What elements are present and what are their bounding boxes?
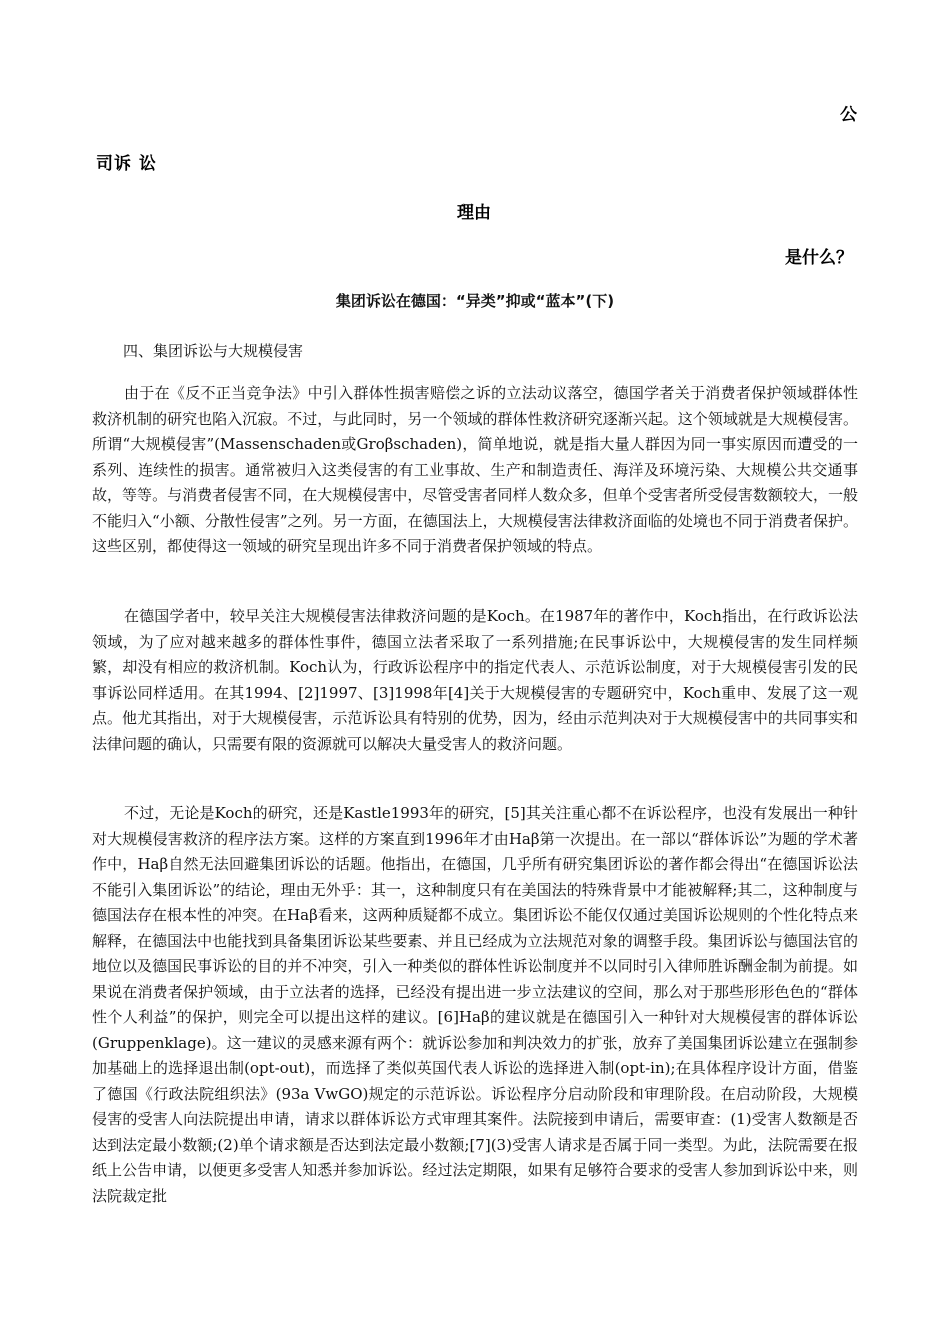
header-fragment-gong: 公 <box>840 105 857 125</box>
section-heading: 四、集团诉讼与大规模侵害 <box>123 342 304 360</box>
paragraph-2: 在德国学者中，较早关注大规模侵害法律救济问题的是Koch。在1987年的著作中，Koch指出，在行政诉讼法领域，为了应对越来越多的群体性事件，德国立法者采取了一系列措施;在民事诉讼中，大规模侵害的发生同样频繁，却没有相应的救济机制。Koch认为，行政诉讼程序中的指定代表人、示范诉讼制度，对于大规模侵害引发的民事诉讼同样适用。在其1994、[2]1997、[3]1998年[4]关于大规模侵害的专题研究中，Koch重申、发展了这一观点。他尤其指出，对于大规模侵害，示范诉讼具有特别的优势，因为，经由示范判决对于大规模侵害中的共同事实和法律问题的确认，只需要有限的资源就可以解决大量受害人的救济问题。 <box>92 607 858 753</box>
header-fragment-sisong: 司诉 讼 <box>96 154 157 174</box>
paragraph-1: 由于在《反不正当竞争法》中引入群体性损害赔偿之诉的立法动议落空，德国学者关于消费者保护领域群体性救济机制的研究也陷入沉寂。不过，与此同时，另一个领域的群体性救济研究逐渐兴起。这个领域就是大规模侵害。所谓“大规模侵害”(Massenschaden或Groβschaden)，简单地说，就是指大量人群因为同一事实原因而遭受的一系列、连续性的损害。通常被归入这类侵害的有工业事故、生产和制造责任、海洋及环境污染、大规模公共交通事故，等等。与消费者侵害不同，在大规模侵害中，尽管受害者同样人数众多，但单个受害者所受侵害数额较大，一般不能归入“小额、分散性侵害”之列。另一方面，在德国法上，大规模侵害法律救济面临的处境也不同于消费者保护。这些区别，都使得这一领域的研究呈现出许多不同于消费者保护领域的特点。 <box>92 384 858 555</box>
header-fragment-liyou: 理由 <box>457 203 491 223</box>
header-fragment-shishenme: 是什么？ <box>785 248 853 268</box>
paragraph-3: 不过，无论是Koch的研究，还是Kastle1993年的研究，[5]其关注重心都不在诉讼程序，也没有发展出一种针对大规模侵害救济的程序法方案。这样的方案直到1996年才由Haβ第一次提出。在一部以“群体诉讼”为题的学术著作中，Haβ自然无法回避集团诉讼的话题。他指出，在德国，几乎所有研究集团诉讼的著作都会得出“在德国诉讼法不能引入集团诉讼”的结论，理由无外乎：其一，这种制度只有在美国法的特殊背景中才能被解释;其二，这种制度与德国法存在根本性的冲突。在Haβ看来，这两种质疑都不成立。集团诉讼不能仅仅通过美国诉讼规则的个性化特点来解释，在德国法中也能找到具备集团诉讼某些要素、并且已经成为立法规范对象的调整手段。集团诉讼与德国法官的地位以及德国民事诉讼的目的并不冲突，引入一种类似的群体性诉讼制度并不以同时引入律师胜诉酬金制为前提。如果说在消费者保护领域，由于立法者的选择，已经没有提出进一步立法建议的空间，那么对于那些形形色色的“群体性个人利益”的保护，则完全可以提出这样的建议。[6]Haβ的建议就是在德国引入一种针对大规模侵害的群体诉讼(Gruppenklage)。这一建议的灵感来源有两个：就诉讼参加和判决效力的扩张，放弃了美国集团诉讼建立在强制参加基础上的选择退出制(opt-out)，而选择了类似英国代表人诉讼的选择进入制(opt-in);在具体程序设计方面，借鉴了德国《行政法院组织法》(93a VwGO)规定的示范诉讼。诉讼程序分启动阶段和审理阶段。在启动阶段，大规模侵害的受害人向法院提出申请，请求以群体诉讼方式审理其案件。法院接到申请后，需要审查：(1)受害人数额是否达到法定最小数额;(2)单个请求额是否达到法定最小数额;[7](3)受害人请求是否属于同一类型。为此，法院需要在报纸上公告申请，以便更多受害人知悉并参加诉讼。经过法定期限，如果有足够符合要求的受害人参加到诉讼中来，则法院裁定批 <box>92 804 858 1205</box>
article-subtitle: 集团诉讼在德国：“异类”抑或“蓝本”(下) <box>335 292 615 310</box>
